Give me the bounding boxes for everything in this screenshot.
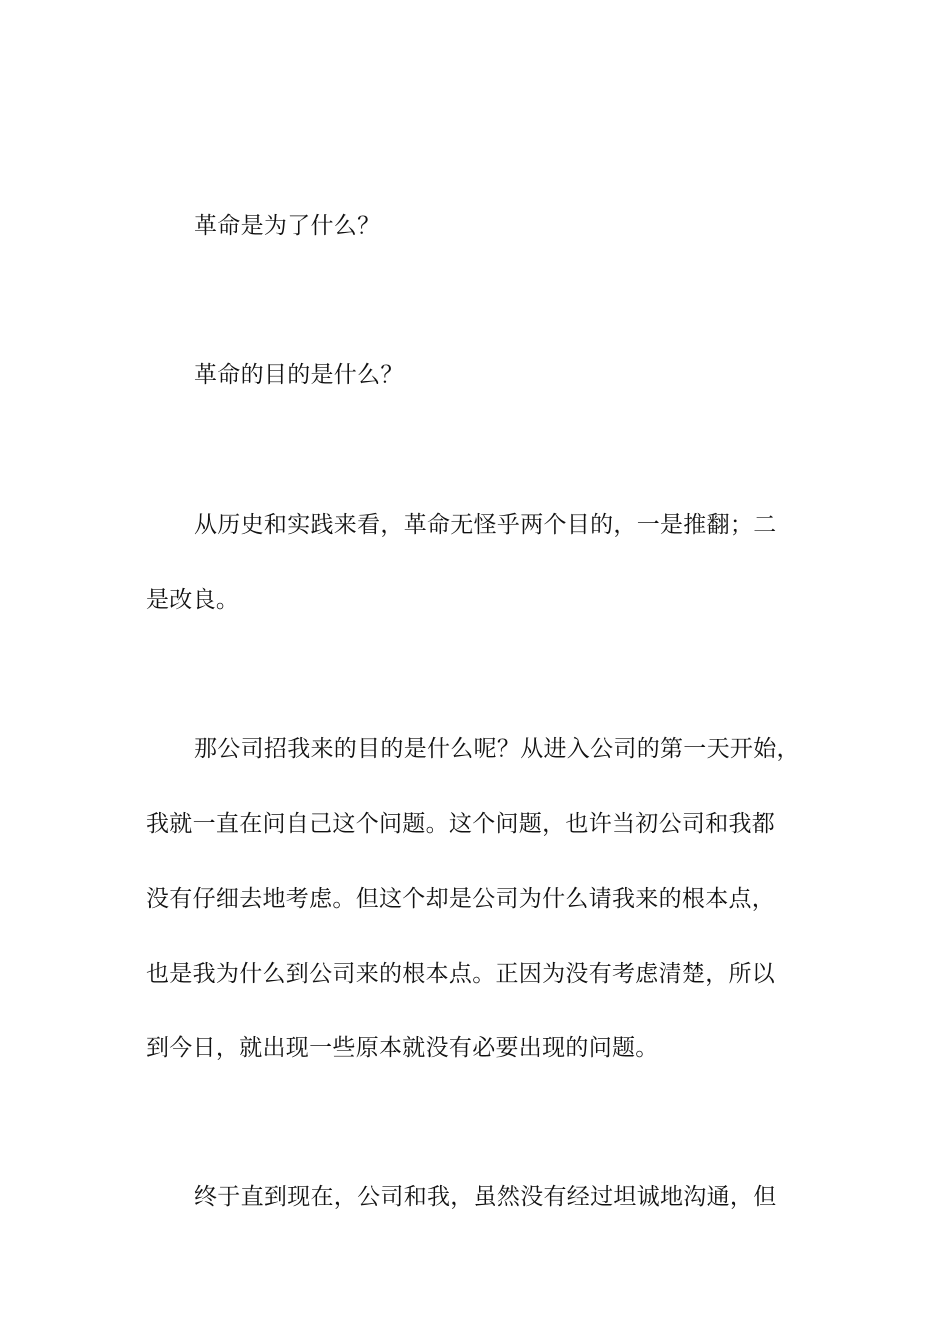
paragraph-4-line-4: 也是我为什么到公司来的根本点。正因为没有考虑清楚，所以 [146,961,776,987]
paragraph-3-line-2: 是改良。 [146,587,240,613]
paragraph-4-line-3: 没有仔细去地考虑。但这个却是公司为什么请我来的根本点， [146,886,776,912]
paragraph-4-line-1: 那公司招我来的目的是什么呢？从进入公司的第一天开始， [194,736,800,762]
paragraph-1-line-1: 革命是为了什么？ [194,213,381,239]
paragraph-4-line-5: 到今日，就出现一些原本就没有必要出现的问题。 [146,1035,659,1061]
paragraph-3-line-1: 从历史和实践来看，革命无怪乎两个目的，一是推翻；二 [194,512,777,538]
paragraph-4-line-2: 我就一直在问自己这个问题。这个问题，也许当初公司和我都 [146,811,776,837]
paragraph-2-line-1: 革命的目的是什么？ [194,362,404,388]
paragraph-5-line-1: 终于直到现在，公司和我，虽然没有经过坦诚地沟通，但 [194,1184,777,1210]
